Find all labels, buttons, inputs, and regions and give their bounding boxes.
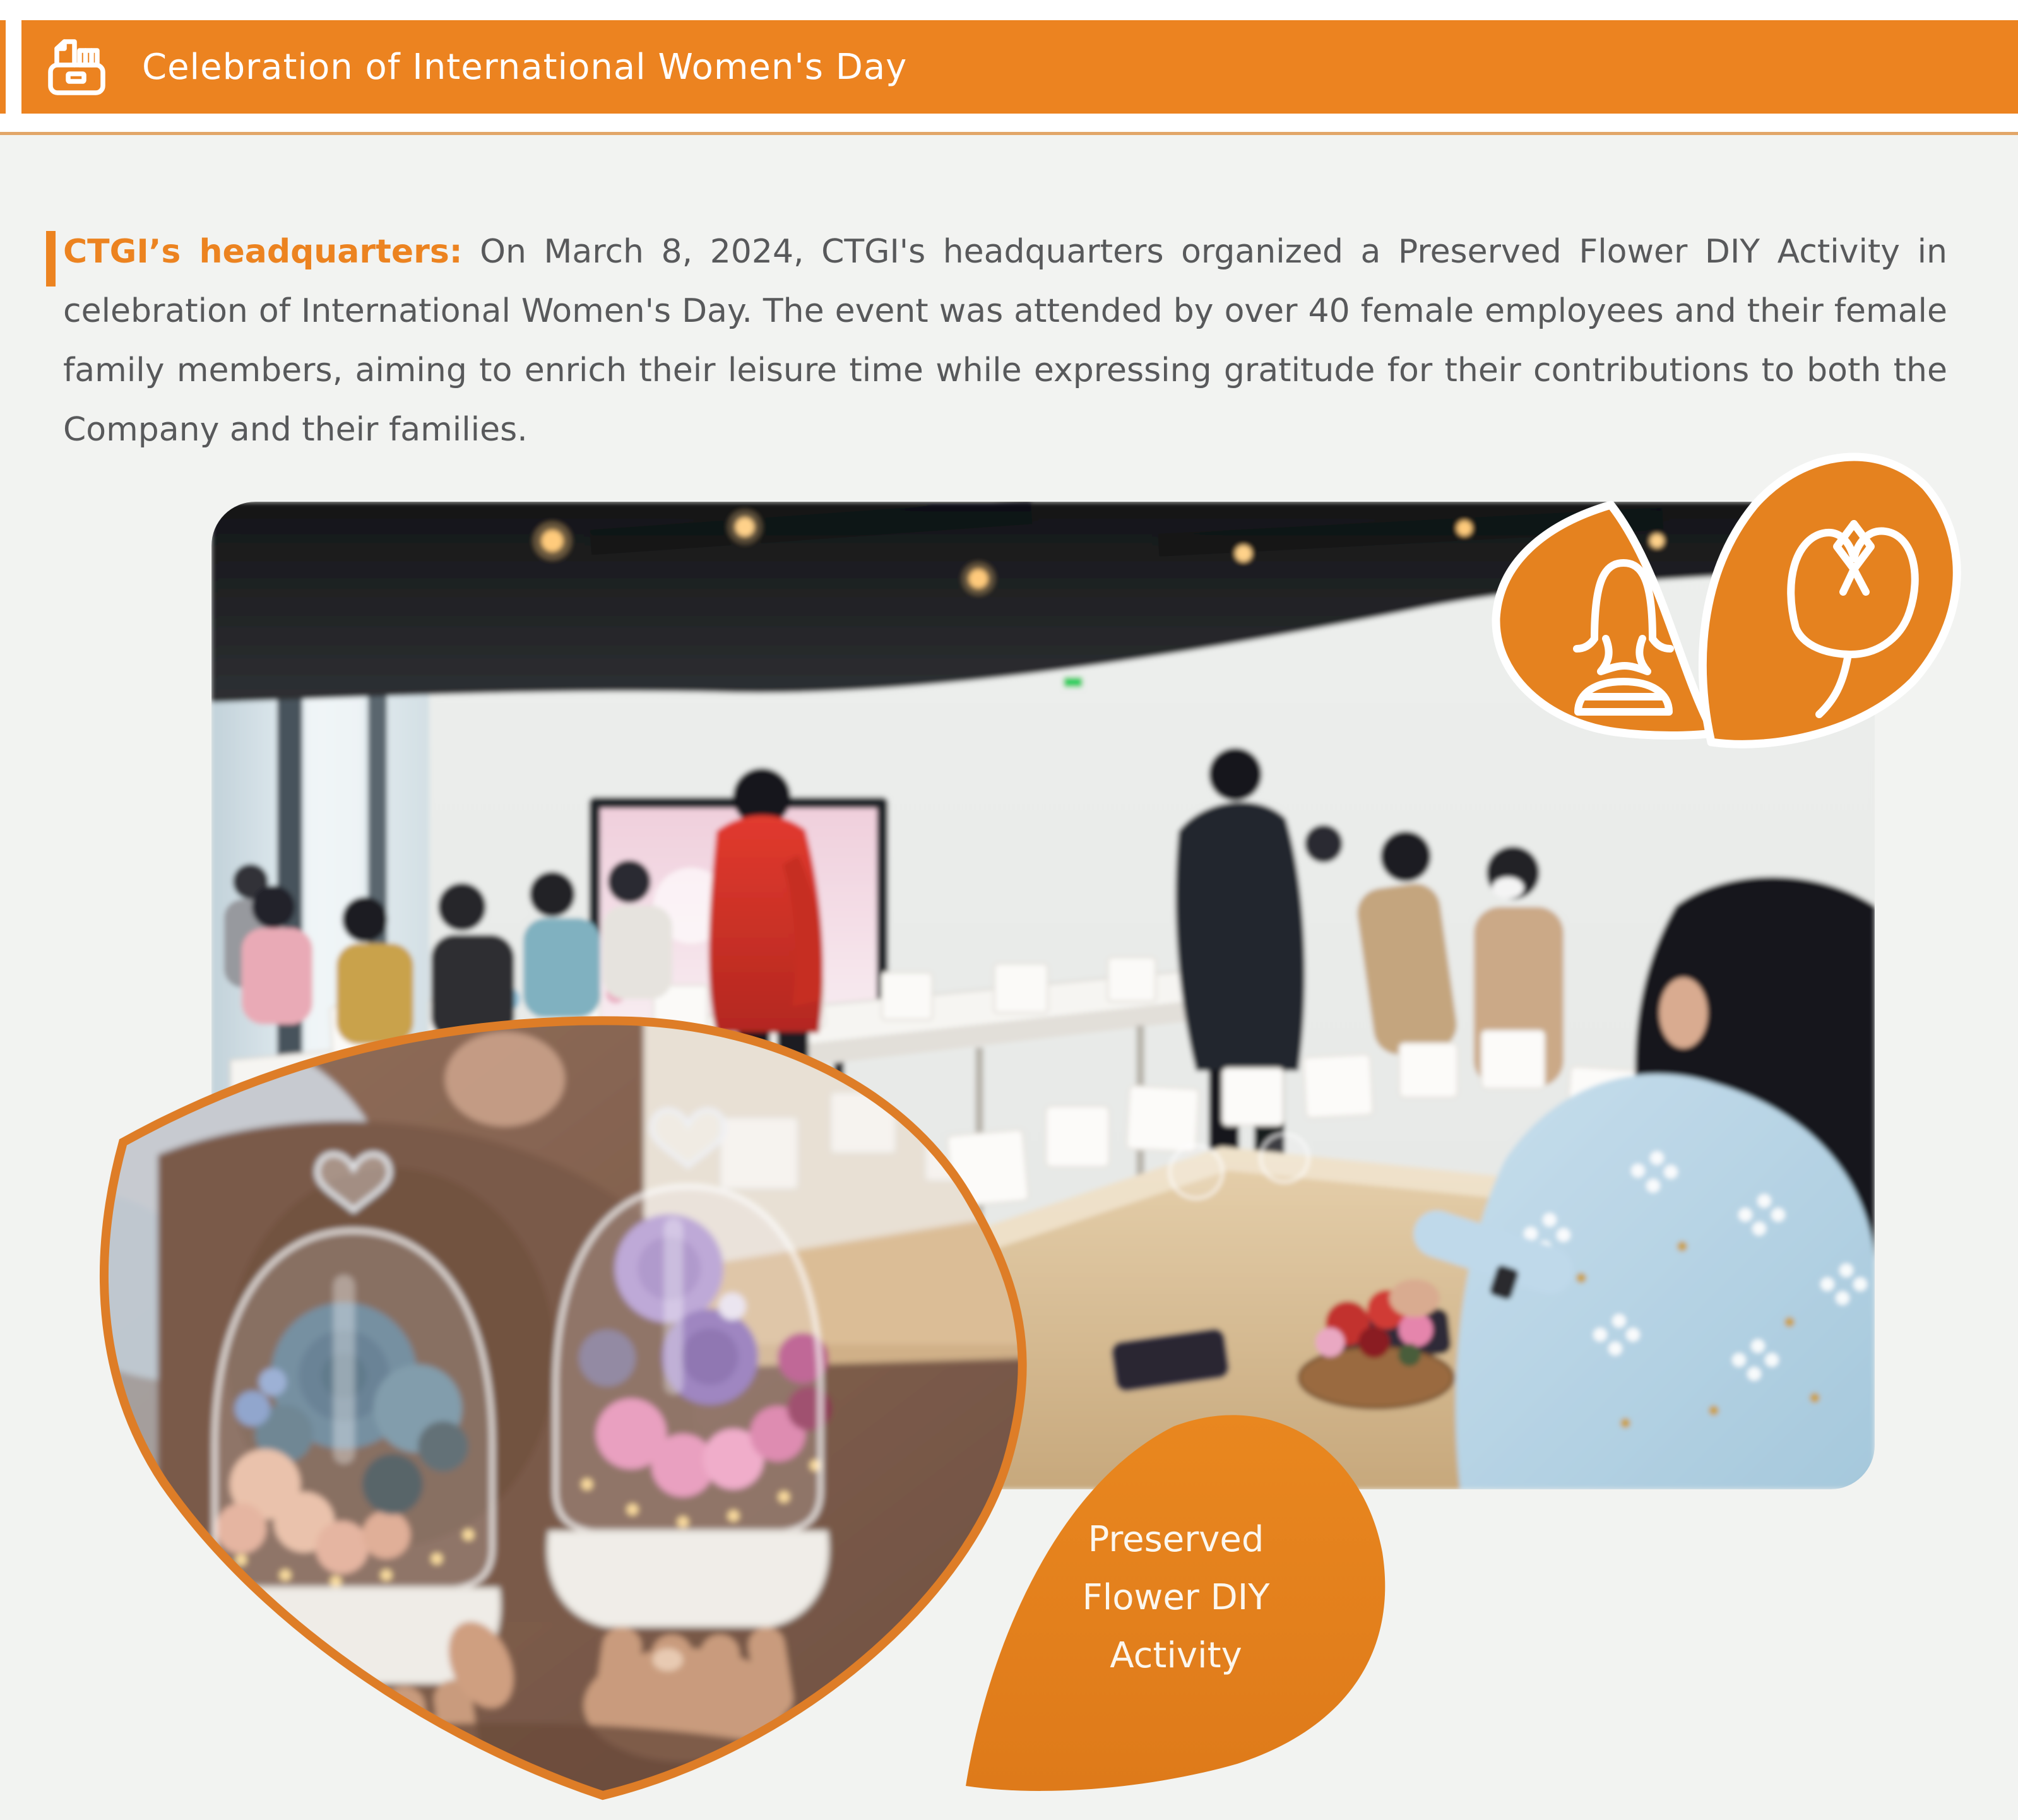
section-header — [21, 20, 2018, 114]
page-title: Celebration of International Women's Day — [142, 46, 908, 88]
caption-text — [982, 1511, 1370, 1685]
paragraph-lead: CTGI’s headquarters: — [63, 233, 463, 271]
caption-line: Preserved — [1088, 1519, 1264, 1560]
caption-line: Flower DIY — [1082, 1577, 1270, 1618]
leaf-woman — [1496, 505, 1714, 736]
leaf-tulip — [1702, 457, 1957, 744]
header-divider-line — [0, 132, 2018, 135]
archive-drawer-icon — [46, 37, 107, 98]
leaf-decorations — [1471, 429, 1969, 757]
exit-light — [1064, 677, 1083, 687]
paragraph-accent-bar — [46, 231, 56, 287]
inset-flower-photo — [0, 1003, 1073, 1820]
header-accent-strip — [0, 20, 6, 114]
caption-line: Activity — [1110, 1635, 1242, 1676]
article-paragraph — [63, 222, 1947, 459]
paragraph-body: On March 8, 2024, CTGI's headquarters organized a Preserved Flower DIY Activity in celebration of International Women's Day. The event was attended by over 40 female employees and their female family members, aiming to enrich their leisure time while expressing gratitude for their contributions to both the Company and their families. — [63, 233, 1947, 449]
